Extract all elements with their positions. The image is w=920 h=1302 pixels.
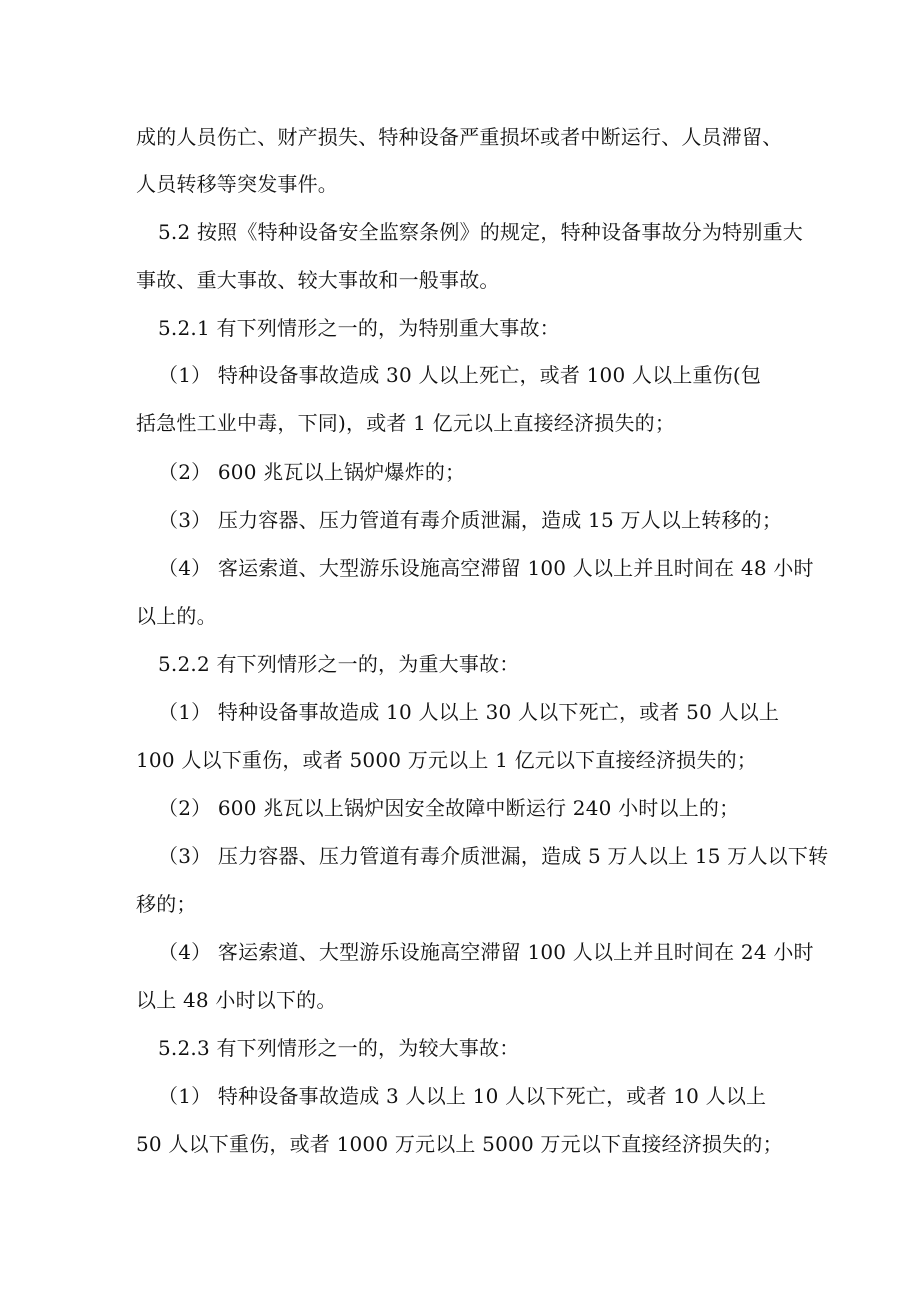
list-item: （2） 600 兆瓦以上锅炉爆炸的； [158,460,466,484]
list-item: （4） 客运索道、大型游乐设施高空滞留 100 人以上并且时间在 48 小时 [158,556,814,580]
list-item: （1） 特种设备事故造成 30 人以上死亡，或者 100 人以上重伤(包 [158,363,762,387]
list-item: （2） 600 兆瓦以上锅炉因安全故障中断运行 240 小时以上的； [158,796,740,820]
list-item: （4） 客运索道、大型游乐设施高空滞留 100 人以上并且时间在 24 小时 [158,940,814,964]
section-5-2-heading: 5.2 按照《特种设备安全监察条例》的规定，特种设备事故分为特别重大 [158,220,803,244]
list-item-continuation: 括急性工业中毒，下同)，或者 1 亿元以上直接经济损失的； [136,411,676,435]
section-5-2-2-heading: 5.2.2 有下列情形之一的，为重大事故： [158,652,520,676]
list-item: （3） 压力容器、压力管道有毒介质泄漏，造成 15 万人以上转移的； [158,508,783,532]
body-text-line: 人员转移等突发事件。 [136,172,338,196]
list-item: （1） 特种设备事故造成 10 人以上 30 人以下死亡，或者 50 人以上 [158,700,780,724]
body-text-line: 事故、重大事故、较大事故和一般事故。 [136,268,500,292]
list-item-continuation: 100 人以下重伤，或者 5000 万元以上 1 亿元以下直接经济损失的； [136,748,757,772]
list-item: （1） 特种设备事故造成 3 人以上 10 人以下死亡，或者 10 人以上 [158,1084,767,1108]
list-item: （3） 压力容器、压力管道有毒介质泄漏，造成 5 万人以上 15 万人以下转 [158,844,829,868]
list-item-continuation: 移的； [136,892,197,916]
section-5-2-3-heading: 5.2.3 有下列情形之一的，为较大事故： [158,1036,520,1060]
body-text-line: 成的人员伤亡、财产损失、特种设备严重损坏或者中断运行、人员滞留、 [136,125,783,149]
section-5-2-1-heading: 5.2.1 有下列情形之一的，为特别重大事故： [158,316,560,340]
list-item-continuation: 以上的。 [136,604,217,628]
list-item-continuation: 以上 48 小时以下的。 [136,988,337,1012]
list-item-continuation: 50 人以下重伤，或者 1000 万元以上 5000 万元以下直接经济损失的； [136,1132,783,1156]
